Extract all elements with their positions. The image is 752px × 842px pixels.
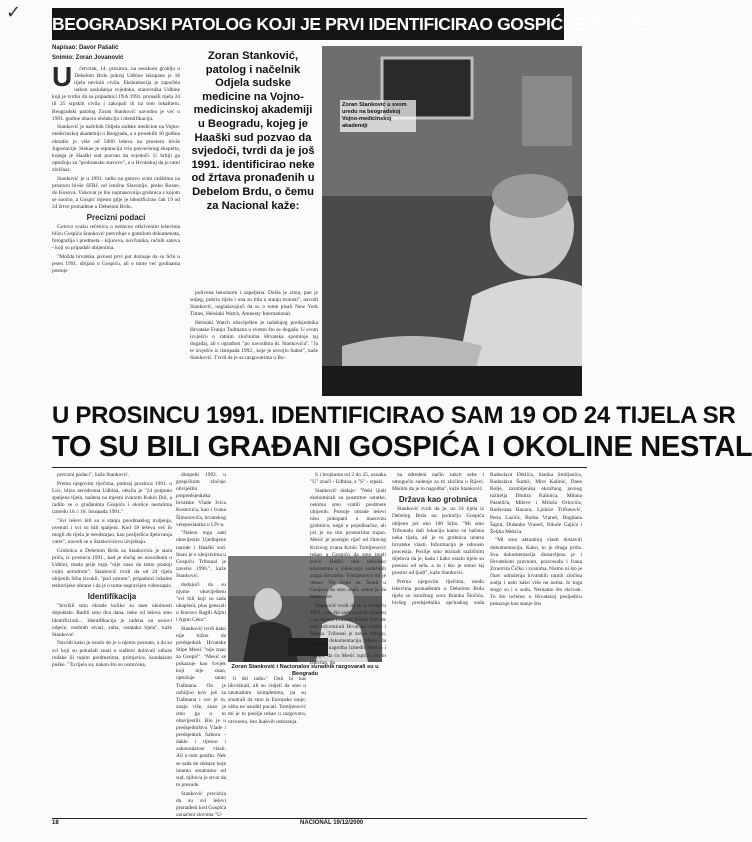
paragraph: dimpelti 1992. u gospićkom zločajo obviještio potpredsjednika hrvatske Vlade Ivica Kostovića, kao i Ivana Šimonovića, hrvatskog veleposlanika u UN-u. <box>176 472 226 528</box>
author-label: Napisao: <box>52 45 78 51</box>
paragraph: Navodi kako je ostalo do je u njemu poznato, a da su svi koji su pokušali znati o sudbini dobivali odlaze rođake ili tupim predmetima, primjerice, kundakom puške. "Ta tijela su, nakon što su usmrćena, <box>52 640 172 668</box>
paragraph: Stanković tvrdi da su u Gospiću 1991. kao što sada postoji spomen i na mjestu zvanom Kukin Dol tek smo informirali Hrvatsku vojsku i Haaga. Tribunal je zaveo istragu, ona sve dokumentaciju. Mislio da je to se nagodba između Mesića i Haaga, da ću Mesić ispriča što bi ispričao, da <box>310 602 386 666</box>
pull-quote: Zoran Stanković, patolog i načelnik Odjela sudske medicine na Vojno-medicinskoj akademiji u Beogradu, kojeg je Haaški sud pozvao da svjedoči, tvrdi da je još 1991. identificirao neke od žrtava pronađenih u Debelom Brdu, o čemu za Nacional kaže: <box>191 50 315 212</box>
section-headline-2: TO SU BILI GRAĐANI GOSPIĆA I OKOLINE NESTAL <box>52 431 752 463</box>
lower-column-1 <box>52 472 172 817</box>
lower-column-2b <box>228 676 306 816</box>
article-column-2 <box>190 290 318 418</box>
paragraph: "Izvršili smo obrade koliko su nam okolnosti dopuštale. Radili smo dva dana, neke od leševa smo identificirali... Identifikacija je rađena na osnovi odjeće, osobnih stvari, zuba, ostataka tijela", kaže Stanković. <box>52 603 172 638</box>
author-credit <box>52 45 118 51</box>
section-headline-1: U PROSINCU 1991. IDENTIFICIRAO SAM 19 OD 24 TIJELA SR <box>52 402 736 429</box>
paragraph: na odredeni način zakrit sebe i omogućio sudenje za tri zločina u Rijeci. Mislim da je to nagodba", kaže Stanković. <box>392 472 484 493</box>
paragraph: dodajući da su njome obaviješteni "svi bili koji su sada uhapšeni, plus generali u Korovo Ragih Aljmi i Agim Ceku". <box>176 581 226 624</box>
paragraph: li išti radio." Onii bi nas likvidirali, ali su vidjeli da smo u neutralnim kompletima, pa su smatrali da smo iz Europske unije, ništa ne usuditi pucati. Tomljenović mi je to poslije rekao u razgovoru, otvoreno, bez ikakvih ustezanja. <box>228 676 306 725</box>
portrait-photo-illustration <box>322 46 582 396</box>
lower-column-3 <box>310 472 386 817</box>
paragraph: precizni podaci", kaže Stanković. <box>57 472 130 478</box>
paragraph: Stanković precizira da su svi leševi pronađeni kod Gospića označeni slovima "U- <box>176 790 227 818</box>
paragraph: Stanković je načelnik Odjela sudske medicine na Vojno-medicinskoj akademiji u Beogradu, a u protekilh 10 godina obradio je više od 5000 leševa na prostoru bivše Jugoslavije. Stekao je reputaciju vrlo posvećenog eksperta, kojega je Haaški sud pozvao da svjedoči. U Srbiji ga optužuju za "probranske stavove", a u Hrvatskoj da je ratni zločinac. <box>52 124 180 173</box>
paragraph: S i brojkama od 2 do 25, oznaka "U" znači - Udbina, a "S" - srpski. <box>310 472 386 486</box>
paragraph: Stanković tvrdi kako nije tužno da predsjednik Hrvatske Stipe Mesić "nije znao za Gospić". "Mesić se pokazuje kao čovjek koji nije znao, optužuje samo Tuđmana. On je ozbiljno kriv još za Tuđmana i sve je to, znaju više, znao je smo ga u to obavijestili. Bio je u predsjedništvu Vlade i predsjednik Sabora - dakle i tijesno i zakonodavne vlasti. Ali o tom ponšto. Nek se sada do dokaze koje imamo smatramo od sud, njihova je stvar da to presude. <box>176 625 226 788</box>
paragraph: "Mi smo aktualnoj vlasti dostavili dokumentaciju. Kako, to je druga priča. Sva dokumentacija dostavljena je i Hrvatskom pravnom, pravosuđu i Irana Zrnorrira Čičko i zvanima. Nismo ni što je čitav udruženja hrvatskih ratnih zločina sudja i neki kako više ne nema. Iz toga stogo su i u sudu, Nemamo što skrivati. To što rečemo o Hrvatskoj posljedicu pokazuje kao stanje štis <box>490 537 582 608</box>
photographer-name: Zoran Jovanović <box>75 55 124 61</box>
issue-label: NACIONAL 19/12/2000 <box>300 820 364 826</box>
paragraph: Gotovo svaku rečenicu o nedavno otkrivenim leševima blizu Gospića Stanković potvrđuje s gomilom dokumenata, fotografija i predmeta - kljuceva, novčanika, ručnih satova - koji su pripadali ubijenima. <box>52 224 181 252</box>
paragraph: "Možda hrvatska javnost prvi put doznaje da su Srbi u jesen 1991. ubijani u Gospiću, ali o tome već godinama postoje <box>52 254 180 275</box>
paragraph: polivena benzinom i zapaljena. Došla je zima, pao je snijeg, pokrio tijela i ona su bila u stanju trulosti", navodi Stanković, naglašavajući da su o tome pisali New York Times, Helsinki Watch, Amnesty International. <box>190 290 318 318</box>
paragraph: četvrtak, 14. prosinca, na seoskom groblju u Debelom Brdu pokraj Udbine iskopano je 18 tijela nevinih civila. Ekshumacija je započeta nakon saslušanja svjedoka, stanovnika Udbine koji je tvrdio da su pripadnici JNA 1991. pronašli tijela 24 ili 25 srpskih civila i zakopali ih na tom lokalitetu. Beogradski patolog Zoran Stanković navodno je već u 1991. godine obavio obdukciju i identifikaciju. <box>52 66 180 122</box>
paragraph: "Svi leševi bili su u stanju poodmaklog truljenja, uvenuti i svi su bili spaljeni. Kod 18 leševa već ih mogli do tijela je neodstajao, kao posljedica djelovanja vatre", navodi se u Stankovićevu izvještaju. <box>52 517 172 546</box>
photo-label: Snimio: <box>52 55 74 61</box>
paragraph: Prema njegovim riječima, potkraj prosinca 1991. u Lici, blizu aerodroma Udbina, otkrila je "24 potpuno spaljena tijela, nađena na mjestu zvanom Kukin Dol, a radilo se o građanima Gospića i okolice nestalima između 16. i 18. listopada 1991." <box>52 480 172 516</box>
footer-rule <box>52 818 587 819</box>
paragraph: Prema njegovim riječima, među leševima pronađenim u Debelom Brdu tijela su istražnog suca Branka Šinčića, bivšeg predsjednika općinskog suda Radoslava Diklića, Stanka Smiljanića, Radoslava Šumić, Mire Kalinić, Dane Bolje, zarobljenika okružnog javnog tužitelja Dmitra Kalinića, Milana Pastelića, Mileve i Miloša Orlovića, Radovana Bacaca, Ljubice Trifunović, Petra Lazića, Borka Vraneš, Bogdana Šaput, Dušanke Vraneš, Nikole Gajića i Željka Mekića. <box>392 472 582 607</box>
lower-column-2 <box>176 472 226 817</box>
paragraph: Stanković tvrdi da je, uz 24 tijela iz Debelog Brda na području Gospića ubijeno još oko 100 Srba. "Mi smo Tribunalu dali lokaciju kamo su bačena neka tijela, ali je to grobnica unutra hrvatske vlasti. Informacija je odnosio procesija. Poslije smo doznali različitim dijelova da je, kada i kako ostalo tijelo su prenosi od sela, a to i tko je smuo taj prostor od ljudi", kaže Stanković. <box>392 506 484 577</box>
divider <box>52 467 587 468</box>
paragraph: Helsinki Watch obaviješten je tadašnjeg predsjednika Hrvatske Franju Tuđmana o svemu što se događa. U svom izvješću o ratnim zločinima Hrvatska spominje taj događaj, ali s ograđom "po navodima dr. Stankovića". "Ja te izvješće iz listopada 1992., koje je usvojio Sabor", kaže Stanković. Tvrdi da je sa razgovarima u Bu- <box>190 319 318 362</box>
author-name: Davor Pašalić <box>79 45 119 51</box>
subheading: Država kao grobnica <box>398 495 478 505</box>
drop-cap: U <box>52 61 73 92</box>
handwritten-checkmark: ✓ <box>6 2 22 23</box>
main-photo <box>322 46 582 396</box>
article-column-1 <box>52 61 181 416</box>
interview-photo-caption: Zoran Stanković i Nacionalov suradnik razgovarali su u Beogradu <box>231 664 379 677</box>
paragraph: Grobnica u Debelom Brdu za Stankovića je stara priča, iz prosinca 1991., kad je slučaj ne navodnom u Udbini, mada prije toga "nije znao da tamo postoji vojni aerodrom". Stanković tvrdi da od 24 tijela ubijenih Srba izvukli, "pod vatrom", pripadnici lokalne teritorijske obrane i da je o tome napravljen videozapis. <box>52 547 172 590</box>
subheading: Identifikacija <box>87 592 137 602</box>
paragraph: Stanković je u 1991. radio na gotovo svim ratištima na prostoru bivše SFRJ, od istočne Slavonije, preko Bosne, do Kosova. Vukovar je bio najmasovnija grobnica s kojom se suočio, a Gospić mjesto gdje je identificirao čak 19 od 24 žrtve pronađene u Debelom Brdu. <box>52 175 180 210</box>
lower-column-4 <box>392 472 582 817</box>
paragraph: "Nakon toga sam obavijestio Ujedinjene narode i Haaški sud. Imao je o ubojstvima u Gospiću Tribunal je zavelio 1996.", kaže Stanković, <box>176 530 226 579</box>
page-headline: BEOGRADSKI PATOLOG KOJI JE PRVI IDENTIFICIRAO GOSPIĆKE ŽRTVE <box>52 8 564 40</box>
paragraph: Stanković dodaje: "Neki ljudi ekshumirali su posmrtne ostatke, nekima smo vratili predmete ubijenih. Postoje obrade leševi nisu pokopani u masovnu grobnicu, negó u pojedinačne, ali još je na tim prostorima trajao. Mesić je postiglo riječ od čitavog Krizvog zvana Krnlo Tomljenović rekao u Gospiću da smo imali sreće. Radili smo nekoliko kilometara u vidokrugu ondašnjih snaga Hrvatske. Tomljenović mi je rekao: 'Ne bojte se. Šetali u Gospiću da smo znali, rekao je da bismo sve <box>310 487 386 601</box>
main-photo-caption: Zoran Stanković u svom uredu na beogradskoj Vojno-medicinskoj akademiji <box>340 100 416 132</box>
subheading: Precizni podaci <box>86 213 146 223</box>
page-number: 18 <box>52 820 59 826</box>
